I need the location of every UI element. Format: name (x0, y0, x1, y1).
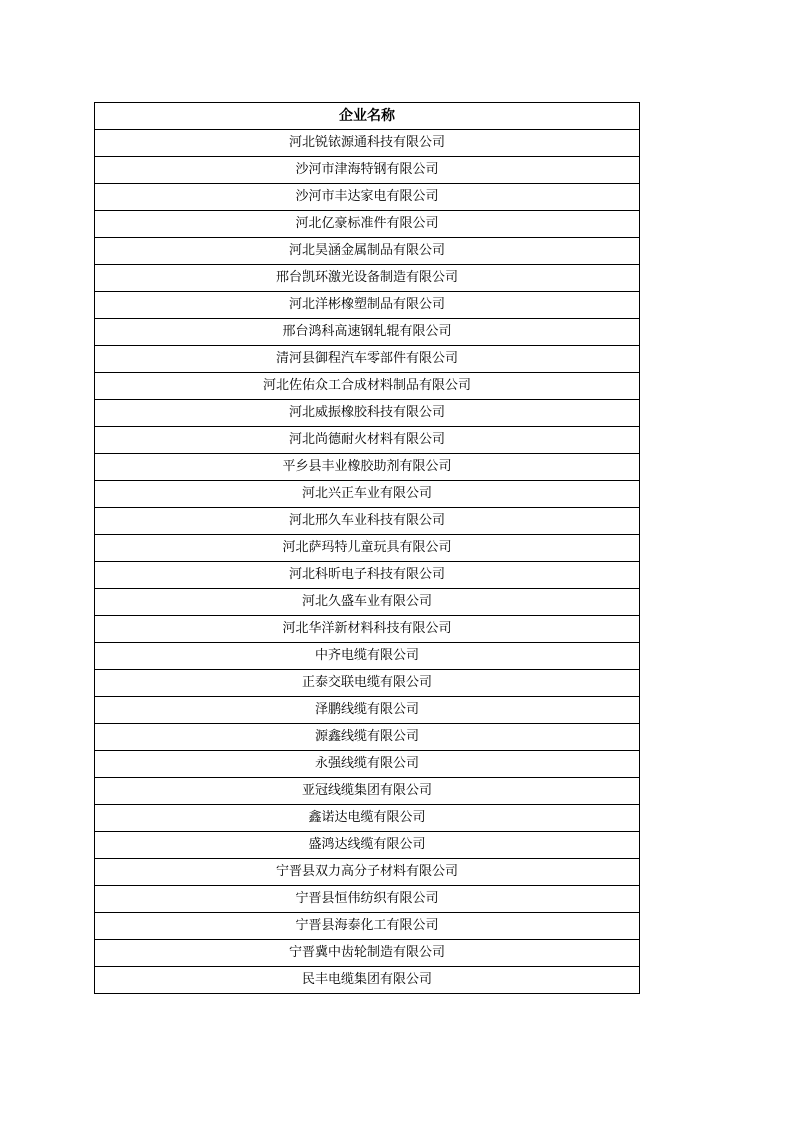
company-name-cell: 河北华洋新材料科技有限公司 (95, 616, 640, 643)
table-row (95, 643, 640, 670)
company-name-cell: 邢台鸿科高速钢轧辊有限公司 (95, 319, 640, 346)
company-name-cell: 宁晋县双力高分子材料有限公司 (95, 859, 640, 886)
table-row (95, 886, 640, 913)
company-name-cell: 民丰电缆集团有限公司 (95, 967, 640, 994)
table-row (95, 292, 640, 319)
table-row (95, 940, 640, 967)
company-name-cell: 邢台凯环激光设备制造有限公司 (95, 265, 640, 292)
company-name-cell: 源鑫线缆有限公司 (95, 724, 640, 751)
company-name-cell: 平乡县丰业橡胶助剂有限公司 (95, 454, 640, 481)
table-row (95, 265, 640, 292)
company-name-cell: 河北久盛车业有限公司 (95, 589, 640, 616)
company-name-cell: 鑫诺达电缆有限公司 (95, 805, 640, 832)
table-row (95, 805, 640, 832)
company-name-cell: 河北佐佑众工合成材料制品有限公司 (95, 373, 640, 400)
table-body (95, 130, 640, 994)
company-name-cell: 正泰交联电缆有限公司 (95, 670, 640, 697)
table-row (95, 778, 640, 805)
table-row (95, 373, 640, 400)
table-row (95, 913, 640, 940)
table-row (95, 130, 640, 157)
company-name-cell: 河北尚德耐火材料有限公司 (95, 427, 640, 454)
table-row (95, 967, 640, 994)
company-table (94, 102, 640, 994)
column-header-company-name: 企业名称 (95, 103, 640, 130)
table-row (95, 589, 640, 616)
company-name-cell: 河北萨玛特儿童玩具有限公司 (95, 535, 640, 562)
table-row (95, 319, 640, 346)
table-row (95, 238, 640, 265)
table-row (95, 157, 640, 184)
company-name-cell: 宁晋冀中齿轮制造有限公司 (95, 940, 640, 967)
table-row (95, 481, 640, 508)
table-row (95, 535, 640, 562)
table-row (95, 562, 640, 589)
company-name-cell: 永强线缆有限公司 (95, 751, 640, 778)
company-name-cell: 宁晋县海泰化工有限公司 (95, 913, 640, 940)
company-name-cell: 河北邢久车业科技有限公司 (95, 508, 640, 535)
company-name-cell: 清河县御程汽车零部件有限公司 (95, 346, 640, 373)
table-row (95, 184, 640, 211)
table-row (95, 400, 640, 427)
company-name-cell: 河北昊涵金属制品有限公司 (95, 238, 640, 265)
company-name-cell: 河北洋彬橡塑制品有限公司 (95, 292, 640, 319)
table-row (95, 859, 640, 886)
company-name-cell: 河北锐铱源通科技有限公司 (95, 130, 640, 157)
company-name-cell: 河北兴正车业有限公司 (95, 481, 640, 508)
company-name-cell: 亚冠线缆集团有限公司 (95, 778, 640, 805)
table-row (95, 832, 640, 859)
table-row (95, 346, 640, 373)
table-row (95, 508, 640, 535)
company-name-cell: 河北威振橡胶科技有限公司 (95, 400, 640, 427)
table-header-row (95, 103, 640, 130)
table-row (95, 670, 640, 697)
company-name-cell: 河北科昕电子科技有限公司 (95, 562, 640, 589)
table-row (95, 616, 640, 643)
table-row (95, 751, 640, 778)
table-row (95, 724, 640, 751)
table-row (95, 211, 640, 238)
company-name-cell: 宁晋县恒伟纺织有限公司 (95, 886, 640, 913)
company-name-cell: 盛鸿达线缆有限公司 (95, 832, 640, 859)
company-name-cell: 沙河市津海特钢有限公司 (95, 157, 640, 184)
table-row (95, 454, 640, 481)
table-row (95, 697, 640, 724)
company-name-cell: 沙河市丰达家电有限公司 (95, 184, 640, 211)
table-row (95, 427, 640, 454)
company-name-cell: 泽鹏线缆有限公司 (95, 697, 640, 724)
company-name-cell: 中齐电缆有限公司 (95, 643, 640, 670)
company-name-cell: 河北亿豪标准件有限公司 (95, 211, 640, 238)
